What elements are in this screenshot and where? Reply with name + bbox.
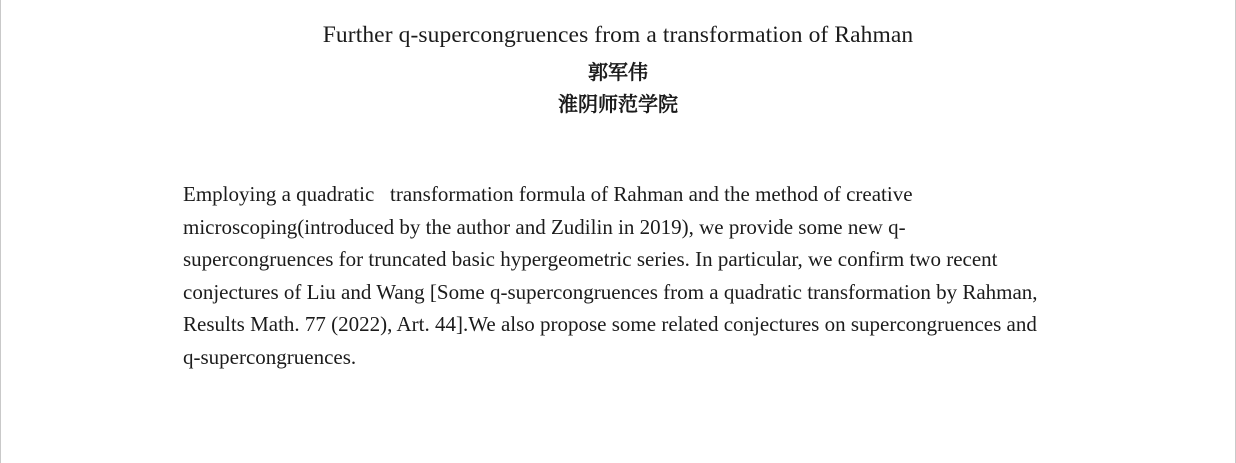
author-name: 郭军伟 <box>588 60 648 84</box>
page-title: Further q-supercongruences from a transformation of Rahman <box>322 22 914 48</box>
author-affiliation: 淮阴师范学院 <box>558 92 678 116</box>
abstract-text: Employing a quadratic transformation formula of Rahman and the method of creative microscoping(introduced by the author and Zudilin in 2019), we provide some new q-supercongruences for truncated basic hypergeometric series. In particular, we confirm two recent conjectures of Liu and Wang [Some q-supercongruences from a quadratic transformation by Rahman, Results Math. 77 (2022), Art. 44].We also propose some related conjectures on supercongruences and q-supercongruences. <box>183 182 1043 369</box>
